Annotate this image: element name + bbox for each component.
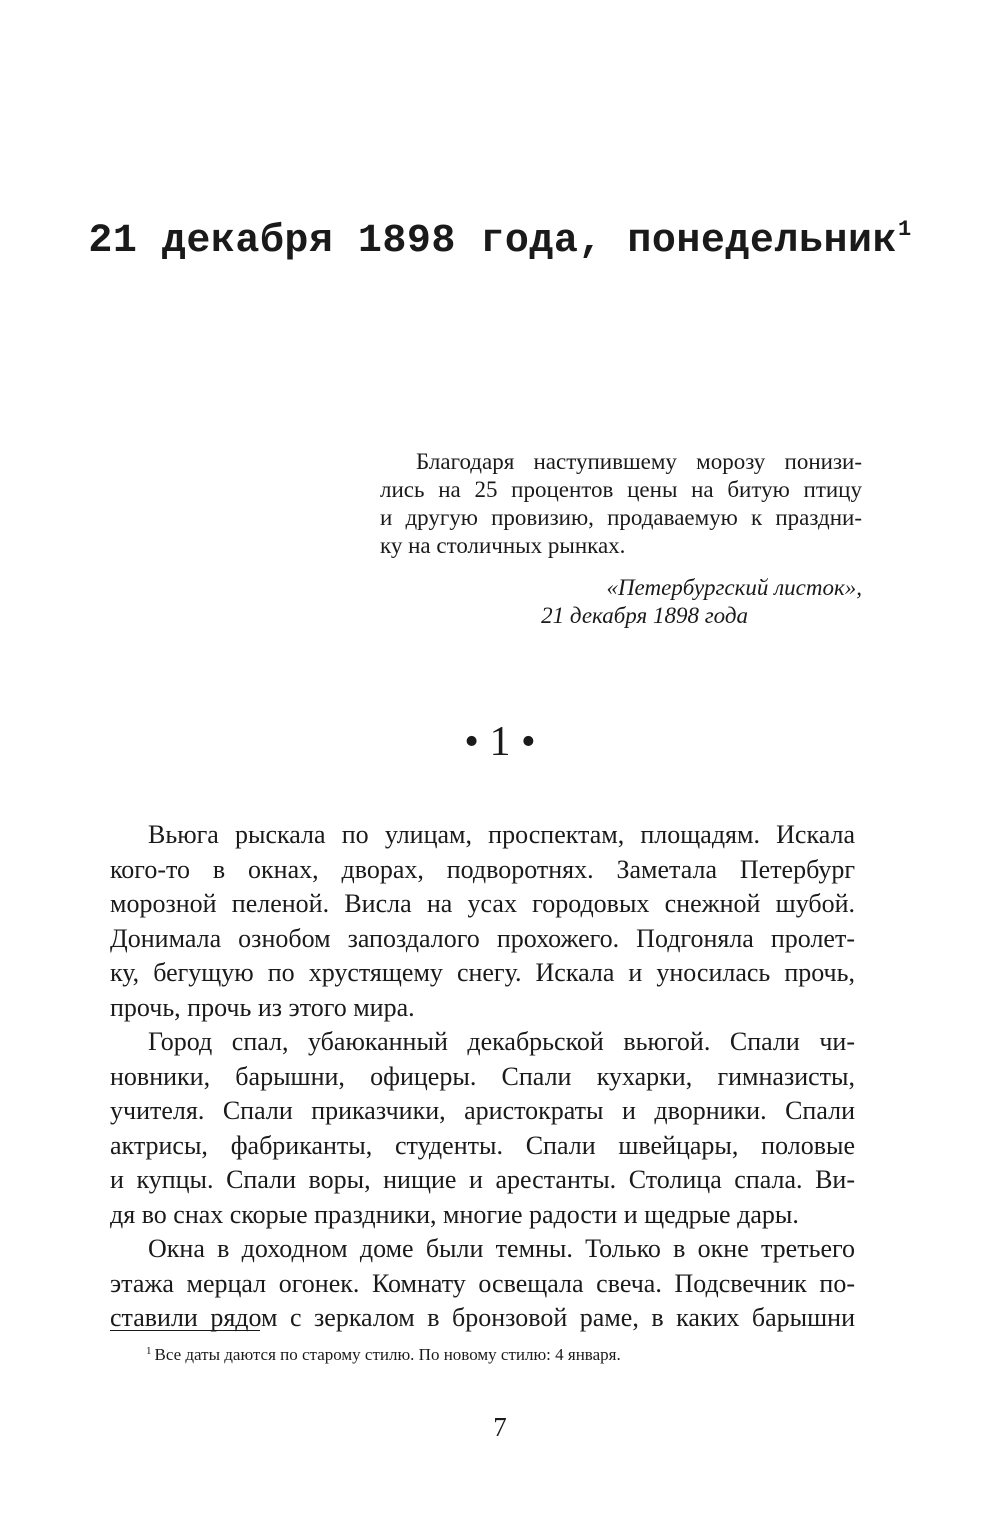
body-line: и купцы. Спали воры, нищие и арестанты. Столица спала. Ви- [110,1165,855,1194]
body-line: новники, барышни, офицеры. Спали кухарки, гимназисты, [110,1061,855,1091]
chapter-title-text: 21 декабря 1898 года, понедельник [88,218,897,264]
body-line: ставили рядом с зеркалом в бронзовой раме, в каких барышни [110,1303,855,1332]
body-line: этажа мерцал огонек. Комнату освещала свеча. Подсвечник по- [110,1268,855,1298]
body-line: морозной пеленой. Висла на усах городовых снежной шубой. [110,889,855,918]
footnote [146,1340,621,1366]
body-line: Вьюга рыскала по улицам, проспектам, площадям. Искала [148,820,855,849]
body-line: ку, бегущую по хрустящему снегу. Искала и уносилась прочь, [110,958,855,987]
epigraph-line: Благодаря наступившему морозу понизи- [416,449,862,474]
footnote-divider [110,1330,260,1331]
body-line: Город спал, убаюканный декабрьской вьюгой. Спали чи- [148,1027,855,1056]
body-line: прочь, прочь из этого мира. [110,992,415,1022]
body-line: актрисы, фабриканты, студенты. Спали швейцары, половые [110,1130,855,1160]
body-line: учителя. Спали приказчики, аристократы и дворники. Спали [110,1096,855,1125]
footnote-text: Все даты даются по старому стилю. По новому стилю: 4 января. [154,1345,621,1364]
body-line: дя во снах скорые праздники, многие радости и щедрые дары. [110,1199,799,1229]
epigraph [380,448,862,630]
epigraph-source-publication: «Петербургский листок», [606,575,862,600]
body-line: Окна в доходном доме были темны. Только в окне третьего [148,1234,855,1263]
epigraph-line: лись на 25 процентов цены на битую птицу [380,477,862,502]
chapter-title [0,217,1000,264]
chapter-footnote-marker[interactable]: 1 [897,216,912,242]
epigraph-source-date: 21 декабря 1898 года [541,603,748,628]
epigraph-line: и другую провизию, продаваемую к праздни- [380,505,862,530]
page-number: 7 [493,1412,507,1442]
epigraph-text [380,448,862,560]
body-text [110,818,855,1336]
epigraph-line: ку на столичных рынках. [380,533,626,558]
footnote-marker: 1 [146,1345,152,1357]
section-number: • 1 • [464,719,536,765]
body-line: Донимала ознобом запоздалого прохожего. Подгоняла пролет- [110,923,855,953]
body-line: кого-то в окнах, дворах, подворотнях. Заметала Петербург [110,854,855,884]
epigraph-source [380,574,862,630]
